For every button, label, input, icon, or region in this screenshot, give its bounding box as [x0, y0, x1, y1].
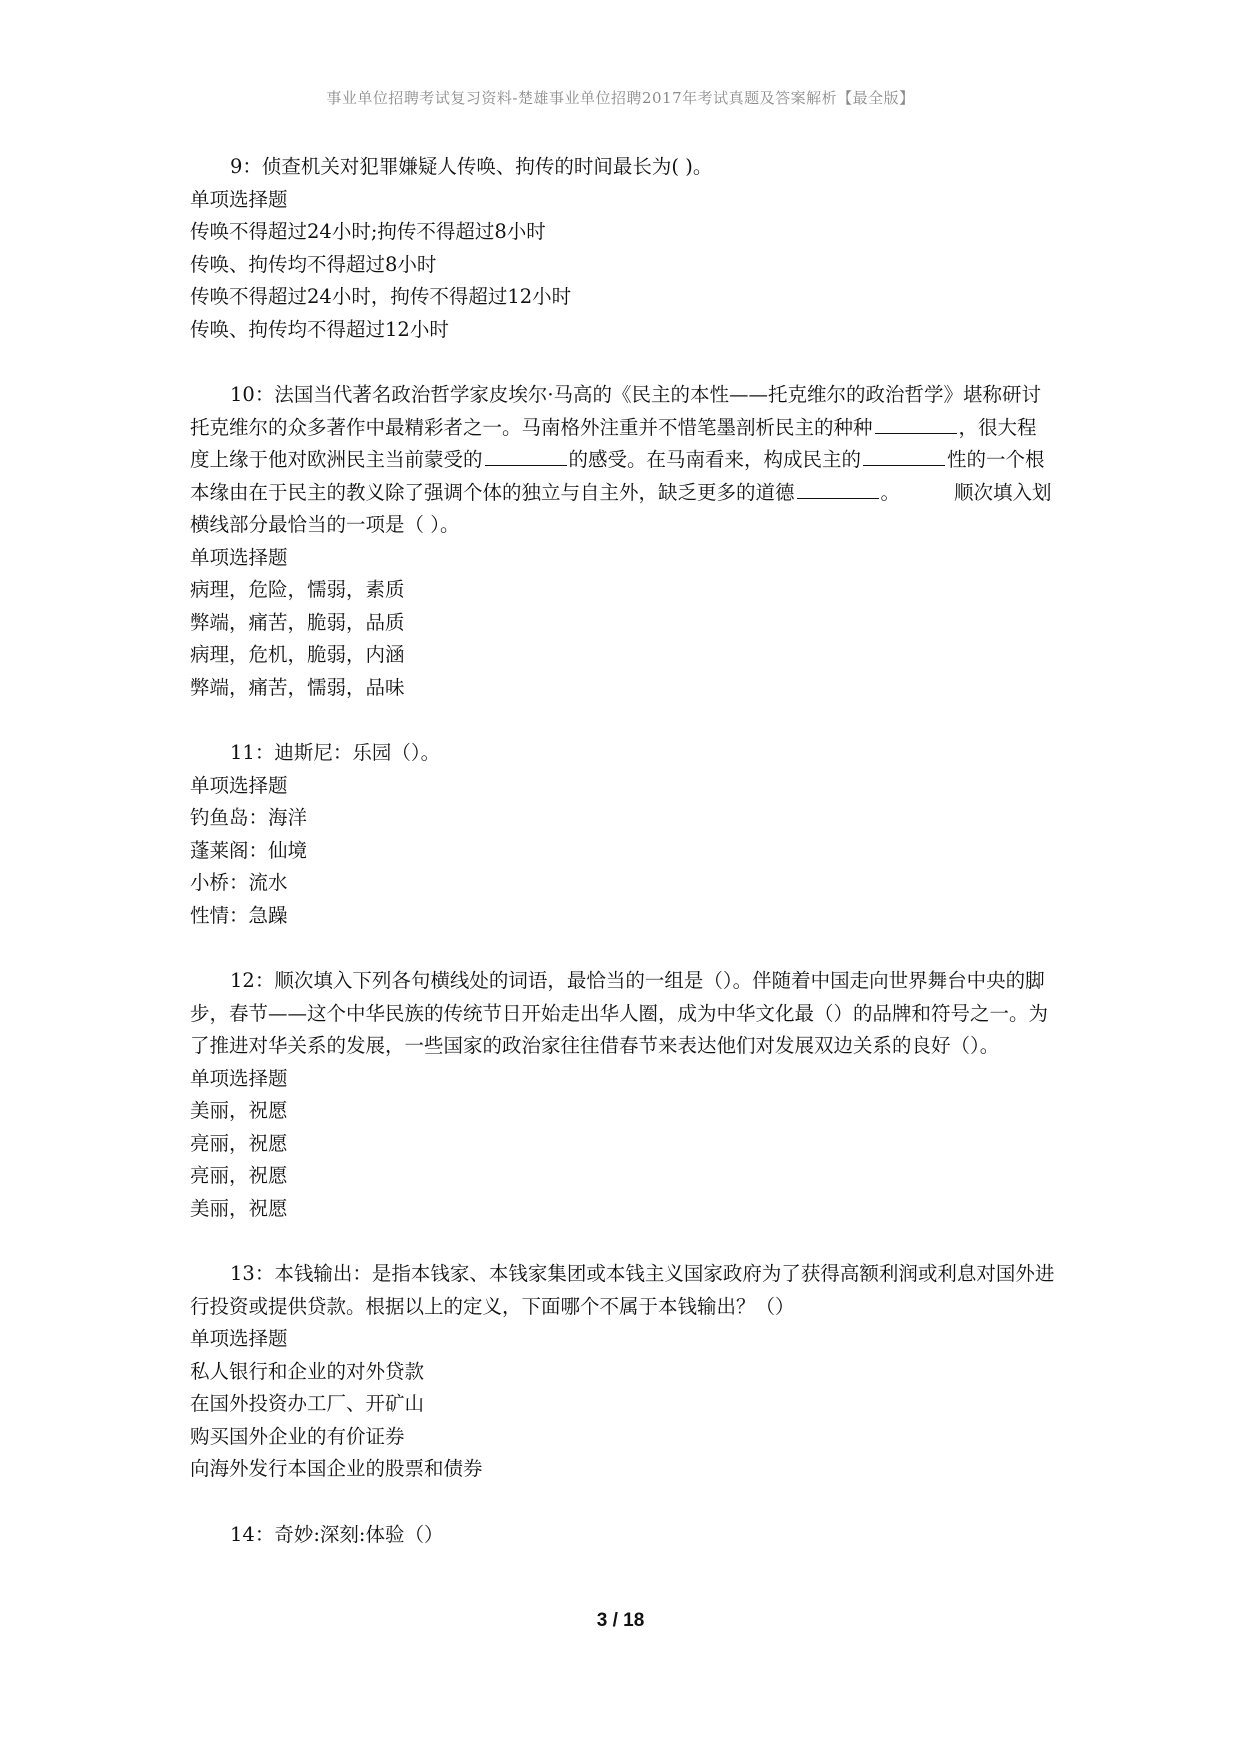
stem-text: 的感受。在马南看来，构成民主的	[568, 448, 862, 471]
answer-option: 在国外投资办工厂、开矿山	[190, 1392, 425, 1415]
answer-option: 亮丽，祝愿	[190, 1131, 288, 1155]
answer-option: 钓鱼岛：海洋	[190, 806, 308, 829]
question-stem: 12：顺次填入下列各句横线处的词语，最恰当的一组是（）。伴随着中国走向世界舞台中央的脚步，春节——这个中华民族的传统节日开始走出华人圈，成为中华文化最（）的品牌和符号之一。为了推进对华关系的发展，一些国家的政治家往往借春节来表达他们对发展双边关系的良好（）。	[190, 969, 1049, 1057]
question-type: 单项选择题	[190, 773, 288, 797]
stem-text: 性的一个根本缘由在于民主的教义除了强调个体的独立与自主外，缺乏更多的道德	[190, 448, 1045, 504]
answer-option: 弊端，痛苦，懦弱，品味	[190, 675, 405, 699]
answer-option: 美丽，祝愿	[190, 1196, 288, 1220]
document-header: 事业单位招聘考试复习资料-楚雄事业单位招聘2017年考试真题及答案解析【最全版】	[326, 89, 915, 107]
answer-option: 病理，危机，脆弱，内涵	[190, 643, 405, 666]
answer-option: 弊端，痛苦，脆弱，品质	[190, 610, 405, 634]
stem-text: ，很大程度上缘于他对欧洲民主当前蒙受的	[190, 415, 1037, 471]
question-type: 单项选择题	[190, 1327, 288, 1350]
fill-blank	[485, 445, 567, 466]
question-stem: 11：迪斯尼：乐园（）。	[230, 741, 441, 764]
answer-option: 购买国外企业的有价证券	[190, 1424, 405, 1448]
stem-text: 10：法国当代著名政治哲学家皮埃尔·马高的《民主的本性——托克维尔的政治哲学》堪称研讨托克维尔的众多著作中最精彩者之一。马南格外注重并不惜笔墨剖析民主的种种	[190, 383, 1042, 439]
answer-option: 传唤不得超过24小时，拘传不得超过12小时	[190, 285, 572, 308]
answer-option: 传唤、拘传均不得超过12小时	[190, 317, 449, 341]
question-9	[190, 151, 1056, 346]
question-type: 单项选择题	[190, 187, 288, 211]
question-10	[190, 379, 1056, 704]
question-type: 单项选择题	[190, 545, 288, 569]
question-11	[190, 737, 1056, 932]
answer-option: 亮丽，祝愿	[190, 1164, 288, 1187]
question-13	[190, 1258, 1056, 1486]
answer-option: 蓬莱阁：仙境	[190, 838, 308, 862]
stem-text: 顺次填入划横线部分最恰当的一项是（ ）。	[190, 480, 1052, 536]
document-body	[190, 151, 1056, 1584]
answer-option: 传唤不得超过24小时;拘传不得超过8小时	[190, 220, 546, 243]
answer-option: 私人银行和企业的对外贷款	[190, 1359, 425, 1383]
question-stem: 9：侦查机关对犯罪嫌疑人传唤、拘传的时间最长为( )。	[230, 155, 713, 178]
question-stem: 13：本钱输出：是指本钱家、本钱家集团或本钱主义国家政府为了获得高额利润或利息对国外进行投资或提供贷款。根据以上的定义，下面哪个不属于本钱输出？（）	[190, 1262, 1055, 1318]
answer-option: 小桥：流水	[190, 871, 288, 894]
answer-option: 病理，危险，懦弱，素质	[190, 578, 405, 601]
answer-option: 性情：急躁	[190, 903, 288, 927]
question-14	[190, 1519, 1056, 1552]
stem-text: 。	[880, 480, 901, 504]
question-12	[190, 965, 1056, 1225]
question-stem	[190, 379, 1056, 542]
fill-blank	[797, 478, 879, 499]
page-number: 3 / 18	[596, 1610, 645, 1631]
question-type: 单项选择题	[190, 1066, 288, 1090]
answer-option: 传唤、拘传均不得超过8小时	[190, 252, 437, 276]
fill-blank	[863, 445, 945, 466]
answer-option: 美丽，祝愿	[190, 1099, 288, 1122]
question-stem: 14：奇妙:深刻:体验（）	[230, 1522, 444, 1546]
fill-blank	[875, 413, 957, 434]
answer-option: 向海外发行本国企业的股票和债券	[190, 1457, 483, 1480]
